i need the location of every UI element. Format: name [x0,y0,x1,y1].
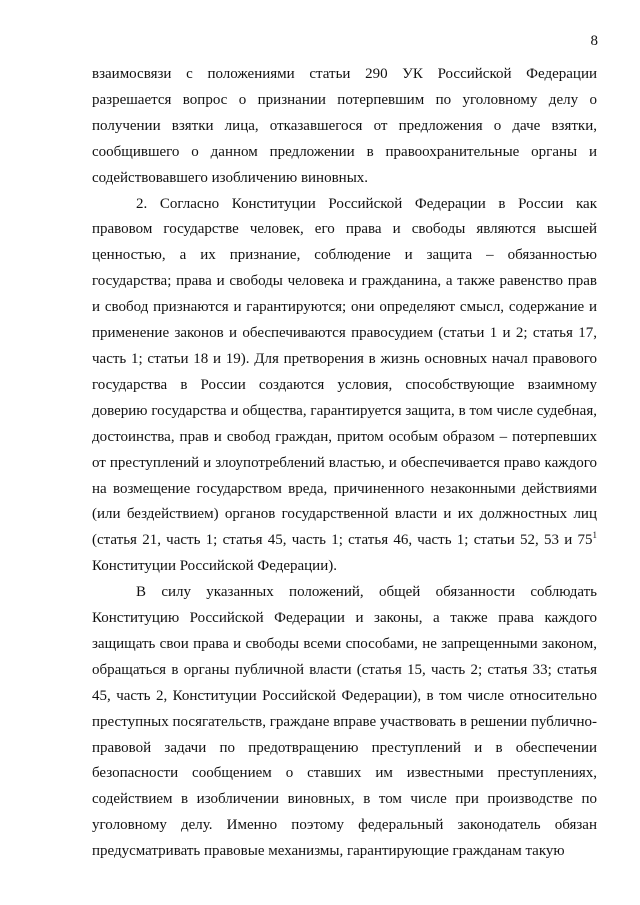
paragraph-2-text: 2. Согласно Конституции Российской Федерации в России как правовом государстве человек, его права и свободы являются высшей ценностью, а их признание, соблюдение и защита – обязанностью государства; права и свободы человека и гражданина, а также равенство прав и свобод признаются и гарантируются; они определяют смысл, содержание и применение законов и обеспечиваются правосудием (статьи 1 и 2; статья 17, часть 1; статьи 18 и 19). Для претворения в жизнь основных начал правового государства в России создаются условия, способствующие взаимному доверию государства и общества, гарантируется защита, в том числе судебная, достоинства, прав и свобод граждан, притом особым образом – потерпевших от преступлений и злоупотреблений властью, и обеспечивается право каждого на возмещение государством вреда, причиненного незаконными действиями (или бездействием) органов государственной власти и их должностных лиц (статья 21, часть 1; статья 45, часть 1; статья 46, часть 1; статьи 52, 53 и 75 [92,195,597,549]
paragraph-continued: взаимосвязи с положениями статьи 290 УК Российской Федерации разрешается вопрос о признании потерпевшим по уголовному делу о получении взятки лица, отказавшегося от предложения о даче взятки, сообщившего о данном предложении в правоохранительные органы и содействовавшего изобличению виновных. [92,66,597,186]
paragraph-2 [92,192,597,581]
body-text [92,62,597,865]
page-number: 8 [590,33,598,49]
superscript: 1 [592,530,597,541]
paragraph-2-text-end: Конституции Российской Федерации). [92,558,337,575]
paragraph-3: В силу указанных положений, общей обязанности соблюдать Конституцию Российской Федерации и законы, а также права каждого защищать свои права и свободы всеми способами, не запрещенными законом, обращаться в органы публичной власти (статья 15, часть 2; статья 33; статья 45, часть 2, Конституции Российской Федерации), в том числе относительно преступных посягательств, граждане вправе участвовать в решении публично-правовой задачи по предотвращению преступлений и в обеспечении безопасности сообщением о ставших им известными преступлениях, содействием в изобличении виновных, в том числе при производстве по уголовному делу. Именно поэтому федеральный законодатель обязан предусматривать правовые механизмы, гарантирующие гражданам такую [92,584,597,860]
